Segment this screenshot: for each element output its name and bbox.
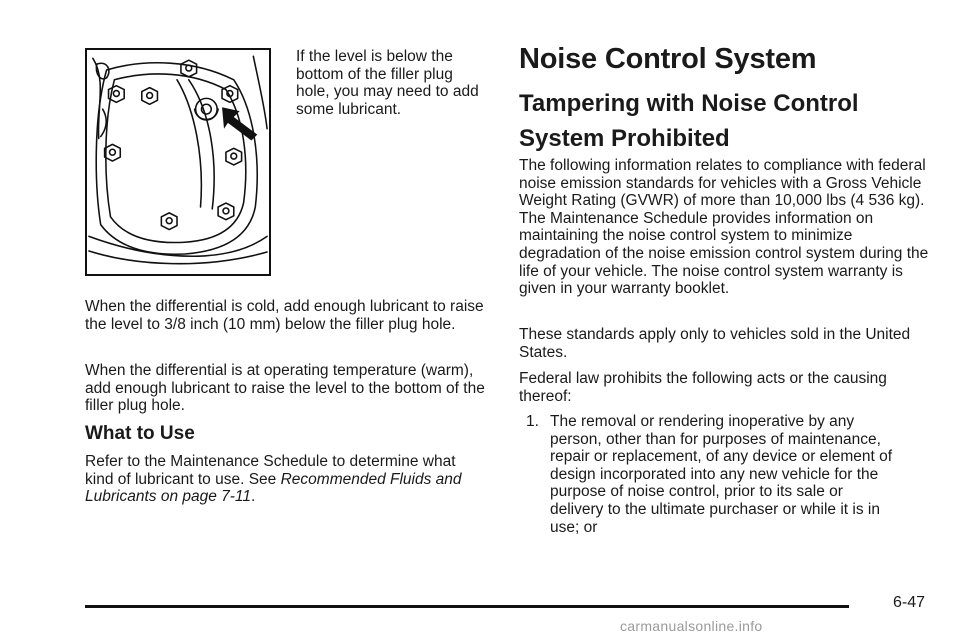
prohibited-acts-list	[519, 413, 899, 536]
heading-what-to-use: What to Use	[85, 423, 195, 444]
figure-caption	[296, 48, 486, 118]
watermark: carmanualsonline.info	[620, 618, 763, 634]
right-para-3: Federal law prohibits the following acts or the causing thereof:	[519, 370, 887, 405]
caption-text: If the level is below the bottom of the filler plug hole, you may need to add some lubricant.	[296, 48, 479, 118]
left-para-3	[85, 453, 485, 506]
differential-illustration	[85, 48, 271, 276]
section-title: Noise Control System	[519, 43, 817, 75]
list-item-number: 1.	[526, 413, 539, 430]
left-para-2: When the differential is at operating temperature (warm), add enough lubricant to raise the level to the bottom of the filler plug hole.	[85, 362, 485, 415]
list-item	[519, 413, 899, 536]
right-para-2: These standards apply only to vehicles sold in the United States.	[519, 326, 911, 361]
subsection-title: Tampering with Noise Control System Prohibited	[519, 90, 859, 152]
para3-end: .	[251, 488, 256, 506]
differential-cover-drawing	[87, 50, 269, 274]
para3-text: Refer to the Maintenance Schedule to determine what kind of lubricant to use. See	[85, 453, 456, 488]
right-para-1: The following information relates to compliance with federal noise emission standards for vehicles with a Gross Vehicle Weight Rating (GVWR) of more than 10,000 lbs (4 536 kg). The Maintenance Schedule provides information on maintaining the noise control system to minimize degradation of the noise emission control system during the life of your vehicle. The noise control system warranty is given in your warranty booklet.	[519, 157, 929, 298]
cross-reference-link[interactable]: Recommended Fluids and Lubricants on page 7-11	[85, 470, 462, 506]
page-number: 6-47	[893, 594, 926, 611]
footer-rule	[85, 605, 849, 608]
left-para-1: When the differential is cold, add enough lubricant to raise the level to 3/8 inch (10 mm) below the filler plug hole.	[85, 298, 484, 333]
list-item-text: The removal or rendering inoperative by any person, other than for purposes of maintenance, repair or replacement, of any device or element of design incorporated into any new vehicle for the purpose of noise control, prior to its sale or delivery to the ultimate purchaser or while it is in use; or	[550, 413, 893, 536]
